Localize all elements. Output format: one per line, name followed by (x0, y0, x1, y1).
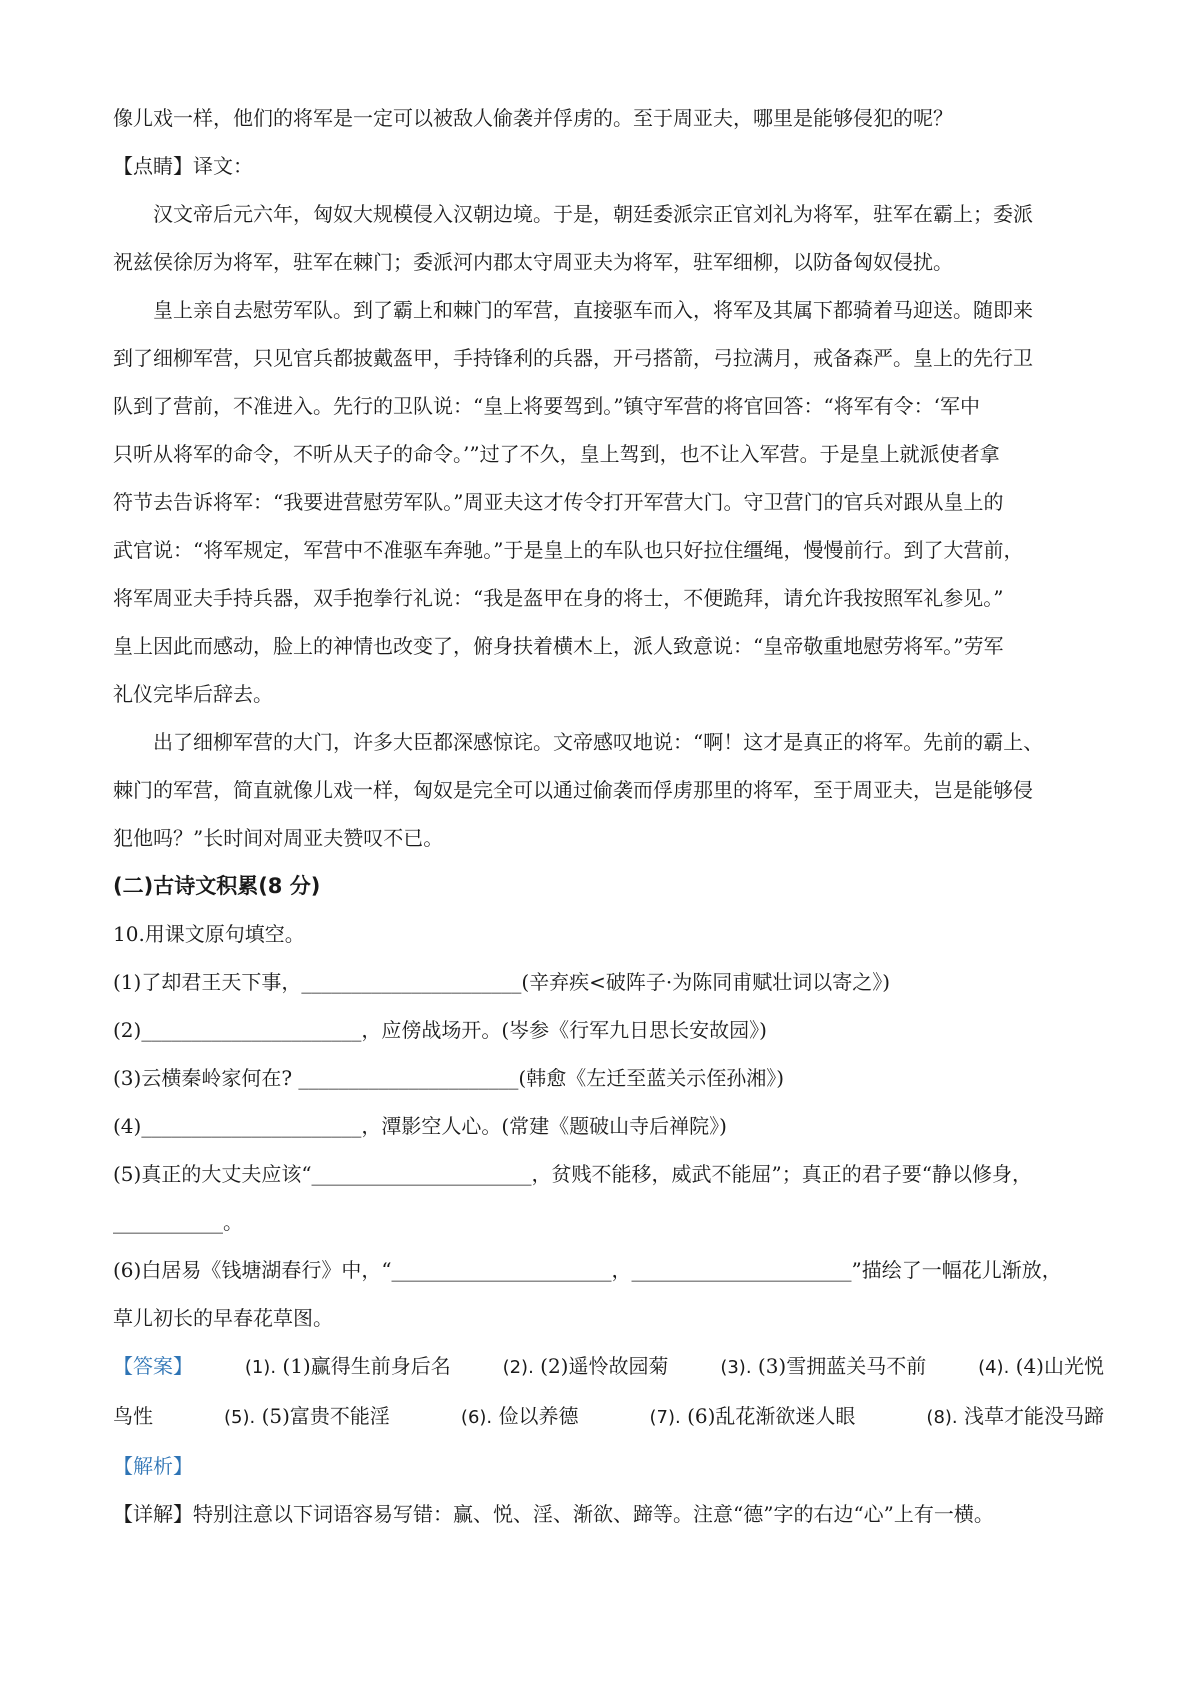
analysis-label: 【解析】 (113, 1454, 193, 1478)
question-title: 10.用课文原句填空。 (113, 922, 305, 946)
translation-paragraph-2-line-2: 到了细柳军营，只见官兵都披戴盔甲，手持锋利的兵器，开弓搭箭，弓拉满月，戒备森严。皇上的先行卫 (113, 346, 1033, 370)
detail-explanation: 【详解】特别注意以下词语容易写错：赢、悦、淫、渐欲、蹄等。注意“德”字的右边“心”上有一横。 (113, 1502, 994, 1526)
answer-item-4-cont: 鸟性 (113, 1404, 153, 1428)
translation-paragraph-1-line-2: 祝兹侯徐厉为将军，驻军在棘门；委派河内郡太守周亚夫为将军，驻军细柳，以防备匈奴侵扰。 (113, 250, 953, 274)
translation-paragraph-3-line-3: 犯他吗？”长时间对周亚夫赞叹不已。 (113, 826, 444, 850)
translation-paragraph-2-line-9: 礼仪完毕后辞去。 (113, 682, 273, 706)
question-6-line-1: (6)白居易《钱塘湖春行》中，“______________________，______________________”描绘了一幅花儿渐放， (113, 1258, 1062, 1282)
question-6-line-2: 草儿初长的早春花草图。 (113, 1306, 333, 1330)
answer-item-4: (4). (4)山光悦 (978, 1354, 1104, 1378)
answers-line-1 (113, 1342, 1104, 1392)
translation-continuation: 像儿戏一样，他们的将军是一定可以被敌人偷袭并俘虏的。至于周亚夫，哪里是能够侵犯的呢？ (113, 106, 953, 130)
answer-item-1: (1). (1)赢得生前身后名 (244, 1354, 451, 1378)
question-4: (4)______________________，潭影空人心。(常建《题破山寺后禅院》) (113, 1114, 727, 1138)
answers-line-2 (113, 1392, 1104, 1442)
translation-paragraph-2-line-4: 只听从将军的命令，不听从天子的命令。’”过了不久，皇上驾到，也不让入军营。于是皇上就派使者拿 (113, 442, 1000, 466)
answer-item-2: (2). (2)遥怜故园菊 (502, 1354, 669, 1378)
translation-paragraph-2-line-5: 符节去告诉将军：“我要进营慰劳军队。”周亚夫这才传令打开军营大门。守卫营门的官兵对跟从皇上的 (113, 490, 1004, 514)
translation-paragraph-2-line-3: 队到了营前，不准进入。先行的卫队说：“皇上将要驾到。”镇守军营的将官回答：“将军有令：‘军中 (113, 394, 981, 418)
answer-item-8: (8). 浅草才能没马蹄 (926, 1404, 1104, 1428)
translation-paragraph-3-line-2: 棘门的军营，简直就像儿戏一样，匈奴是完全可以通过偷袭而俘虏那里的将军，至于周亚夫，岂是能够侵 (113, 778, 1033, 802)
translation-paragraph-2-line-8: 皇上因此而感动，脸上的神情也改变了，俯身扶着横木上，派人致意说：“皇帝敬重地慰劳将军。”劳军 (113, 634, 1004, 658)
translation-paragraph-1-line-1: 汉文帝后元六年，匈奴大规模侵入汉朝边境。于是，朝廷委派宗正官刘礼为将军，驻军在霸上；委派 (153, 202, 1033, 226)
question-3: (3)云横秦岭家何在? ______________________(韩愈《左迁至蓝关示侄孙湘》) (113, 1066, 785, 1090)
question-1: (1)了却君王天下事，______________________(辛弃疾<破阵子·为陈同甫赋壮词以寄之》) (113, 970, 891, 994)
translation-paragraph-2-line-7: 将军周亚夫手持兵器，双手抱拳行礼说：“我是盔甲在身的将士，不便跪拜，请允许我按照军礼参见。” (113, 586, 1004, 610)
question-5-line-2: ___________。 (113, 1210, 243, 1234)
answer-item-7: (7). (6)乱花渐欲迷人眼 (649, 1404, 856, 1428)
answer-item-3: (3). (3)雪拥蓝关马不前 (720, 1354, 927, 1378)
translation-paragraph-2-line-1: 皇上亲自去慰劳军队。到了霸上和棘门的军营，直接驱车而入，将军及其属下都骑着马迎送。随即来 (153, 298, 1033, 322)
translation-paragraph-2-line-6: 武官说：“将军规定，军营中不准驱车奔驰。”于是皇上的车队也只好拉住缰绳，慢慢前行。到了大营前， (113, 538, 1024, 562)
question-5-line-1: (5)真正的大丈夫应该“______________________，贫贱不能移，威武不能屈”；真正的君子要“静以修身， (113, 1162, 1033, 1186)
translation-paragraph-3-line-1: 出了细柳军营的大门，许多大臣都深感惊诧。文帝感叹地说：“啊！这才是真正的将军。先前的霸上、 (153, 730, 1044, 754)
answer-label: 【答案】 (113, 1354, 193, 1378)
answer-item-6: (6). 俭以养德 (460, 1404, 579, 1428)
dianjing-label: 【点睛】译文： (113, 154, 253, 178)
question-2: (2)______________________，应傍战场开。(岑参《行军九日思长安故园》) (113, 1018, 767, 1042)
answer-item-5: (5). (5)富贵不能淫 (224, 1404, 390, 1428)
section-heading: (二)古诗文积累(8 分) (113, 874, 321, 898)
